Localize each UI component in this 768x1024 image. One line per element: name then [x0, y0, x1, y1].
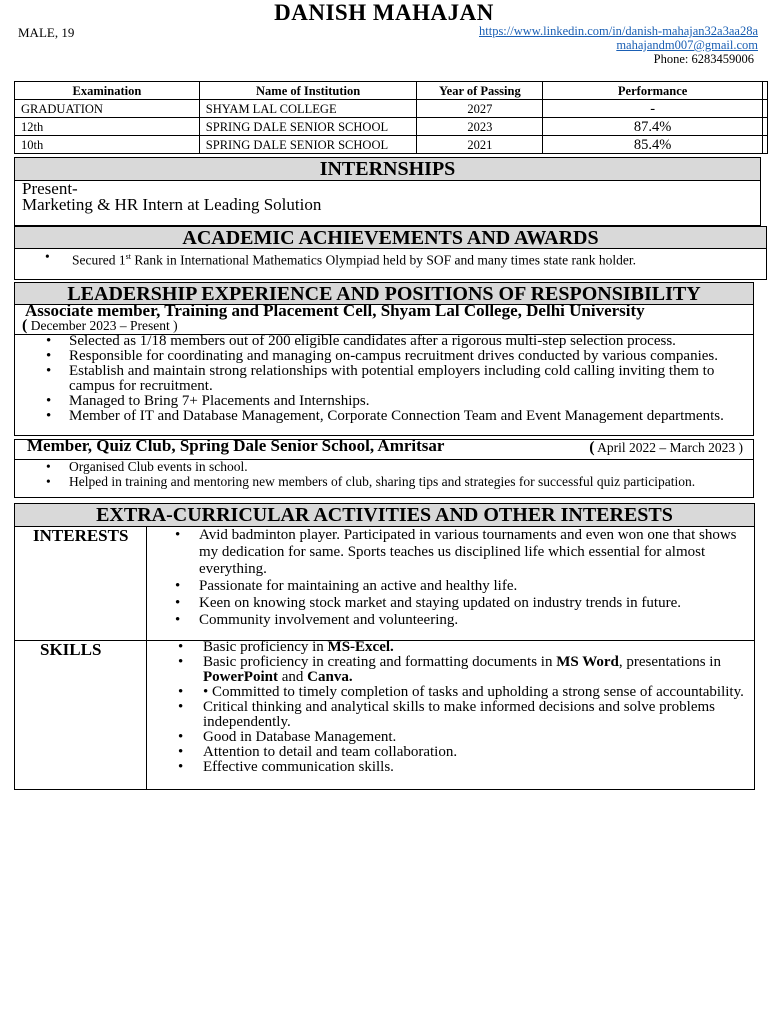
- skill-text: , presentations in: [618, 654, 721, 670]
- list-item: • Critical thinking and analytical skills to make informed decisions and solve problems independently.: [178, 700, 750, 730]
- list-item: • Good in Database Management.: [178, 730, 750, 745]
- interests-label: INTERESTS: [33, 526, 129, 545]
- exam-cell: 12th: [15, 118, 200, 136]
- achievement-superscript: st: [125, 252, 131, 261]
- table-row: [15, 136, 768, 154]
- achievements-heading: ACADEMIC ACHIEVEMENTS AND AWARDS: [14, 226, 767, 249]
- internships-box: [14, 180, 761, 226]
- internship-status: Present-: [22, 179, 78, 198]
- table-header-row: [15, 82, 768, 100]
- institution-cell: SPRING DALE SENIOR SCHOOL: [199, 118, 417, 136]
- column-divider: [146, 527, 147, 789]
- leadership-role1-box: [14, 301, 754, 436]
- list-item: • Passionate for maintaining an active and healthy life.: [175, 578, 743, 595]
- contact-block: [479, 24, 758, 66]
- table-row: [15, 118, 768, 136]
- list-item: • Organised Club events in school.: [46, 459, 751, 474]
- table-row: [15, 100, 768, 118]
- gender-age: MALE, 19: [18, 25, 75, 40]
- candidate-name: DANISH MAHAJAN: [274, 0, 494, 25]
- extracurricular-heading: EXTRA-CURRICULAR ACTIVITIES AND OTHER INTERESTS: [14, 503, 755, 527]
- list-item: • Keen on knowing stock market and staying updated on industry trends in future.: [175, 595, 743, 612]
- table-edge-cell: [762, 82, 767, 100]
- paren: (: [22, 317, 28, 334]
- paren: (: [589, 439, 595, 456]
- institution-cell: SPRING DALE SENIOR SCHOOL: [199, 136, 417, 154]
- education-table: [14, 81, 768, 154]
- list-item: [45, 249, 766, 269]
- performance-cell: 85.4%: [543, 136, 763, 154]
- role1-dates: [15, 318, 753, 333]
- column-header: Year of Passing: [417, 82, 543, 100]
- list-item: [178, 640, 750, 655]
- list-item: • Responsible for coordinating and managing on-campus recruitment drives conducted by various companies.: [46, 349, 751, 364]
- list-item: • Selected as 1/18 members out of 200 eligible candidates after a rigorous multi-step selection process.: [46, 334, 751, 349]
- list-item: • Member of IT and Database Management, Corporate Connection Team and Event Management departments.: [46, 409, 751, 424]
- year-cell: 2027: [417, 100, 543, 118]
- role1-title: Associate member, Training and Placement Cell, Shyam Lal College, Delhi University: [25, 301, 645, 320]
- skill-text: Basic proficiency in: [203, 639, 328, 655]
- leadership-heading: LEADERSHIP EXPERIENCE AND POSITIONS OF RESPONSIBILITY: [14, 282, 754, 305]
- table-edge-cell: [762, 118, 767, 136]
- column-header: Performance: [543, 82, 763, 100]
- year-cell: 2023: [417, 118, 543, 136]
- skill-highlight: Canva.: [307, 669, 353, 685]
- email-link[interactable]: mahajandm007@gmail.com: [616, 38, 758, 52]
- list-item: • • Committed to timely completion of tasks and upholding a strong sense of accountability.: [178, 685, 750, 700]
- internship-role: Marketing & HR Intern at Leading Solution: [22, 195, 322, 214]
- institution-cell: SHYAM LAL COLLEGE: [199, 100, 417, 118]
- extracurricular-box: [14, 526, 755, 790]
- list-item: • Attention to detail and team collaboration.: [178, 745, 750, 760]
- skill-text: Basic proficiency in creating and formatting documents in: [203, 654, 557, 670]
- role2-dates: [589, 440, 743, 455]
- list-item: • Community involvement and volunteering.: [175, 612, 743, 629]
- skill-highlight: PowerPoint: [203, 669, 278, 685]
- role2-dates-text: April 2022 – March 2023 ): [594, 440, 743, 455]
- role2-title: Member, Quiz Club, Spring Dale Senior School, Amritsar: [27, 436, 445, 455]
- phone-number: Phone: 6283459006: [653, 52, 754, 66]
- skill-highlight: MS Word: [556, 654, 619, 670]
- achievement-text-end: Rank in International Mathematics Olympiad held by SOF and many times state rank holder.: [130, 252, 636, 268]
- table-edge-cell: [762, 100, 767, 118]
- list-item: • Helped in training and mentoring new members of club, sharing tips and strategies for successful quiz participation.: [46, 474, 751, 489]
- column-header: Examination: [15, 82, 200, 100]
- role1-dates-text: December 2023 – Present ): [27, 318, 178, 333]
- internships-heading: INTERNSHIPS: [14, 157, 761, 181]
- skills-label: SKILLS: [40, 640, 102, 659]
- list-item: • Avid badminton player. Participated in various tournaments and even won one that shows my dedication for same. Sports teaches us disciplined life which essential for almost everything.: [175, 527, 743, 578]
- year-cell: 2021: [417, 136, 543, 154]
- exam-cell: GRADUATION: [15, 100, 200, 118]
- skill-text: and: [277, 669, 308, 685]
- list-item: • Establish and maintain strong relationships with potential employers including cold calling inviting them to campus for recruitment.: [46, 364, 751, 394]
- list-item: • Managed to Bring 7+ Placements and Internships.: [46, 394, 751, 409]
- achievement-text-start: Secured 1: [72, 252, 126, 268]
- performance-cell: -: [543, 100, 763, 118]
- table-edge-cell: [762, 136, 767, 154]
- leadership-role2-box: [14, 436, 754, 498]
- performance-cell: 87.4%: [543, 118, 763, 136]
- list-item: • Effective communication skills.: [178, 760, 750, 775]
- achievements-box: [14, 248, 767, 280]
- linkedin-link[interactable]: https://www.linkedin.com/in/danish-mahajan32a3aa28a: [479, 24, 758, 38]
- skill-highlight: MS-Excel.: [327, 639, 394, 655]
- column-header: Name of Institution: [199, 82, 417, 100]
- exam-cell: 10th: [15, 136, 200, 154]
- list-item: [178, 655, 750, 685]
